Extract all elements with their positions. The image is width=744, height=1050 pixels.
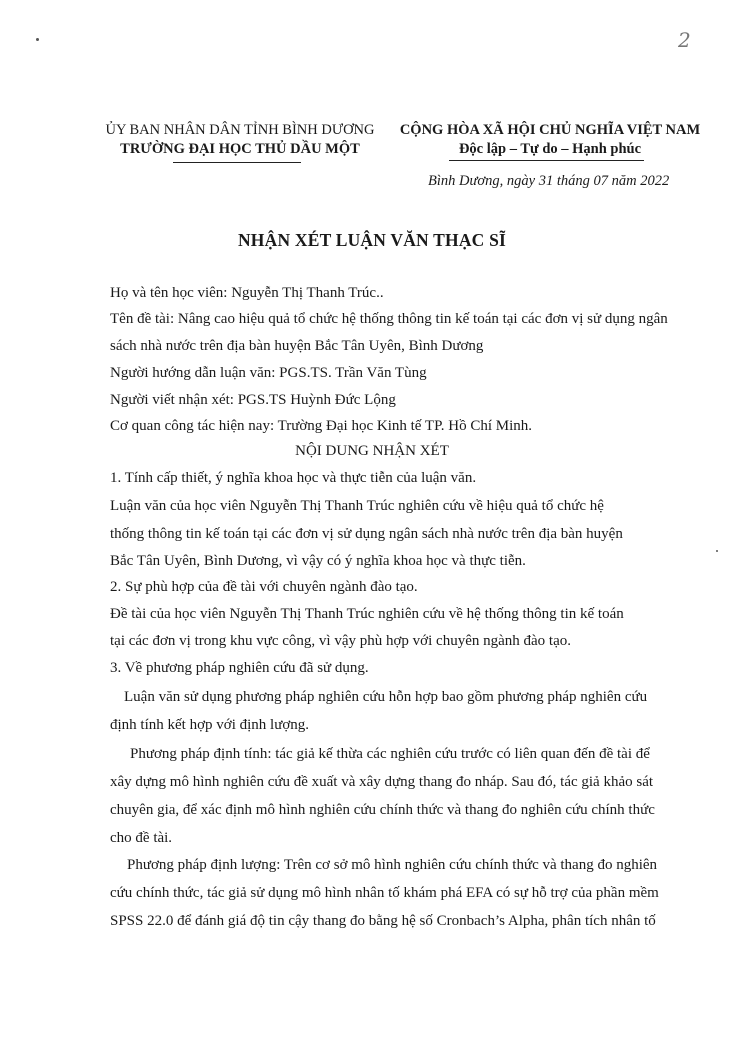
university-name: TRƯỜNG ĐẠI HỌC THỦ DẦU MỘT [120,141,360,157]
thesis-topic-line-2: sách nhà nước trên địa bàn huyện Bắc Tân Uyên, Bình Dương [110,338,484,354]
section-3-heading: 3. Về phương pháp nghiên cứu đã sử dụng. [110,660,369,676]
section-3-text-line: Luận văn sử dụng phương pháp nghiên cứu hỗn hợp bao gồm phương pháp nghiên cứu [124,689,648,705]
national-title: CỘNG HÒA XÃ HỘI CHỦ NGHĨA VIỆT NAM [399,122,701,138]
reviewer-line: Người viết nhận xét: PGS.TS Huỳnh Đức Lộng [110,392,396,408]
section-3-text-line: Phương pháp định tính: tác giả kế thừa các nghiên cứu trước có liên quan đến đề tài để [130,746,650,762]
section-1-text-line: Luận văn của học viên Nguyễn Thị Thanh Trúc nghiên cứu về hiệu quả tổ chức hệ [110,498,604,514]
section-2-heading: 2. Sự phù hợp của đề tài với chuyên ngành đào tạo. [110,579,418,595]
section-2-text-line: Đề tài của học viên Nguyễn Thị Thanh Trúc nghiên cứu về hệ thống thông tin kế toán [110,606,624,622]
section-1-heading: 1. Tính cấp thiết, ý nghĩa khoa học và thực tiễn của luận văn. [110,470,477,486]
national-motto: Độc lập – Tự do – Hạnh phúc [458,141,642,157]
section-1-text-line: thống thông tin kế toán tại các đơn vị sử dụng ngân sách nhà nước trên địa bàn huyện [110,526,623,542]
student-name: Họ và tên học viên: Nguyễn Thị Thanh Trúc.. [110,285,384,301]
section-3-text-line: Phương pháp định lượng: Trên cơ sở mô hình nghiên cứu chính thức và thang đo nghiên [127,857,658,873]
thesis-topic-line-1: Tên đề tài: Nâng cao hiệu quả tổ chức hệ thống thông tin kế toán tại các đơn vị sử dụng ngân [110,311,668,327]
section-3-text-line: xây dựng mô hình nghiên cứu đề xuất và xây dựng thang đo nháp. Sau đó, tác giả khảo sát [110,774,654,790]
scan-speck [36,38,39,41]
section-3-text-line: chuyên gia, để xác định mô hình nghiên cứu chính thức và thang đo nghiên cứu chính thức [110,802,655,818]
section-3-text-line: định tính kết hợp với định lượng. [110,717,310,733]
section-3-text-line: cứu chính thức, tác giả sử dụng mô hình nhân tố khám phá EFA có sự hỗ trợ của phần mềm [110,885,659,901]
section-2-text-line: tại các đơn vị trong khu vực công, vì vậy phù hợp với chuyên ngành đào tạo. [110,633,571,649]
section-3-text-line: cho đề tài. [110,830,173,846]
scan-speck [716,550,718,552]
page-number: 2 [678,28,691,52]
agency-name: ỦY BAN NHÂN DÂN TỈNH BÌNH DƯƠNG [105,122,375,138]
university-underline [173,162,301,163]
motto-underline [449,160,644,161]
section-heading: NỘI DUNG NHẬN XÉT [295,443,449,459]
workplace-line: Cơ quan công tác hiện nay: Trường Đại học Kinh tế TP. Hồ Chí Minh. [110,418,533,434]
document-title: NHẬN XÉT LUẬN VĂN THẠC SĨ [237,230,507,250]
advisor-line: Người hướng dẫn luận văn: PGS.TS. Trần Văn Tùng [110,365,427,381]
section-1-text-line: Bắc Tân Uyên, Bình Dương, vì vậy có ý nghĩa khoa học và thực tiễn. [110,553,526,569]
date-line: Bình Dương, ngày 31 tháng 07 năm 2022 [428,173,670,189]
section-3-text-line: SPSS 22.0 để đánh giá độ tin cậy thang đo bằng hệ số Cronbach’s Alpha, phân tích nhân tố [110,913,656,929]
